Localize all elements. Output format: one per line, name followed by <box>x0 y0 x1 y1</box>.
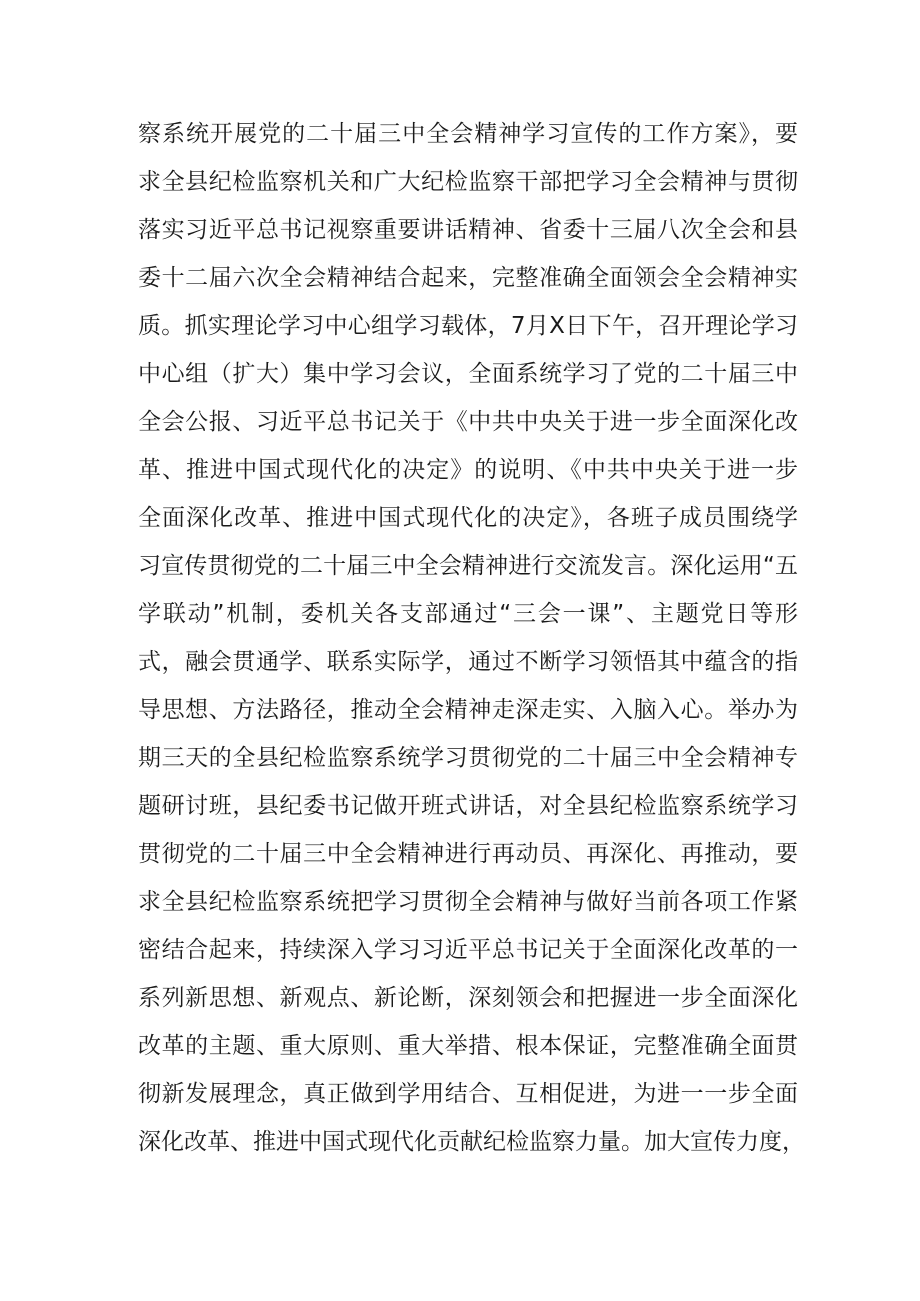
text-line: 改革的主题、重大原则、重大举措、根本保证，完整准确全面贯 <box>138 1033 798 1059</box>
text-line: 期三天的全县纪检监察系统学习贯彻党的二十届三中全会精神专 <box>138 745 798 771</box>
text-line: 学联动”机制，委机关各支部通过“三会一课”、主题党日等形 <box>138 601 798 627</box>
text-line: 贯彻党的二十届三中全会精神进行再动员、再深化、再推动，要 <box>138 841 798 867</box>
text-line: 题研讨班，县纪委书记做开班式讲话，对全县纪检监察系统学习 <box>138 793 798 819</box>
text-line: 求全县纪检监察系统把学习贯彻全会精神与做好当前各项工作紧 <box>138 889 798 915</box>
text-line: 式，融会贯通学、联系实际学，通过不断学习领悟其中蕴含的指 <box>138 649 798 675</box>
text-line: 委十二届六次全会精神结合起来，完整准确全面领会全会精神实 <box>138 265 798 291</box>
text-line: 革、推进中国式现代化的决定》的说明、《中共中央关于进一步 <box>138 457 798 483</box>
text-line: 全会公报、习近平总书记关于《中共中央关于进一步全面深化改 <box>138 409 798 435</box>
text-line: 深化改革、推进中国式现代化贡献纪检监察力量。加大宣传力度， <box>138 1129 805 1155</box>
document-body <box>138 110 805 1166</box>
text-line: 求全县纪检监察机关和广大纪检监察干部把学习全会精神与贯彻 <box>138 169 798 195</box>
text-line: 落实习近平总书记视察重要讲话精神、省委十三届八次全会和县 <box>138 217 798 243</box>
text-line: 中心组（扩大）集中学习会议，全面系统学习了党的二十届三中 <box>138 361 798 387</box>
text-line: 质。抓实理论学习中心组学习载体，7月X日下午，召开理论学习 <box>138 313 798 339</box>
text-line: 密结合起来，持续深入学习习近平总书记关于全面深化改革的一 <box>138 937 798 963</box>
text-line: 全面深化改革、推进中国式现代化的决定》，各班子成员围绕学 <box>138 505 798 531</box>
text-line: 系列新思想、新观点、新论断，深刻领会和把握进一步全面深化 <box>138 985 798 1011</box>
text-line: 彻新发展理念，真正做到学用结合、互相促进，为进一一步全面 <box>138 1081 798 1107</box>
text-line: 察系统开展党的二十届三中全会精神学习宣传的工作方案》，要 <box>138 121 798 147</box>
text-line: 习宣传贯彻党的二十届三中全会精神进行交流发言。深化运用“五 <box>138 553 798 579</box>
text-line: 导思想、方法路径，推动全会精神走深走实、入脑入心。举办为 <box>138 697 798 723</box>
